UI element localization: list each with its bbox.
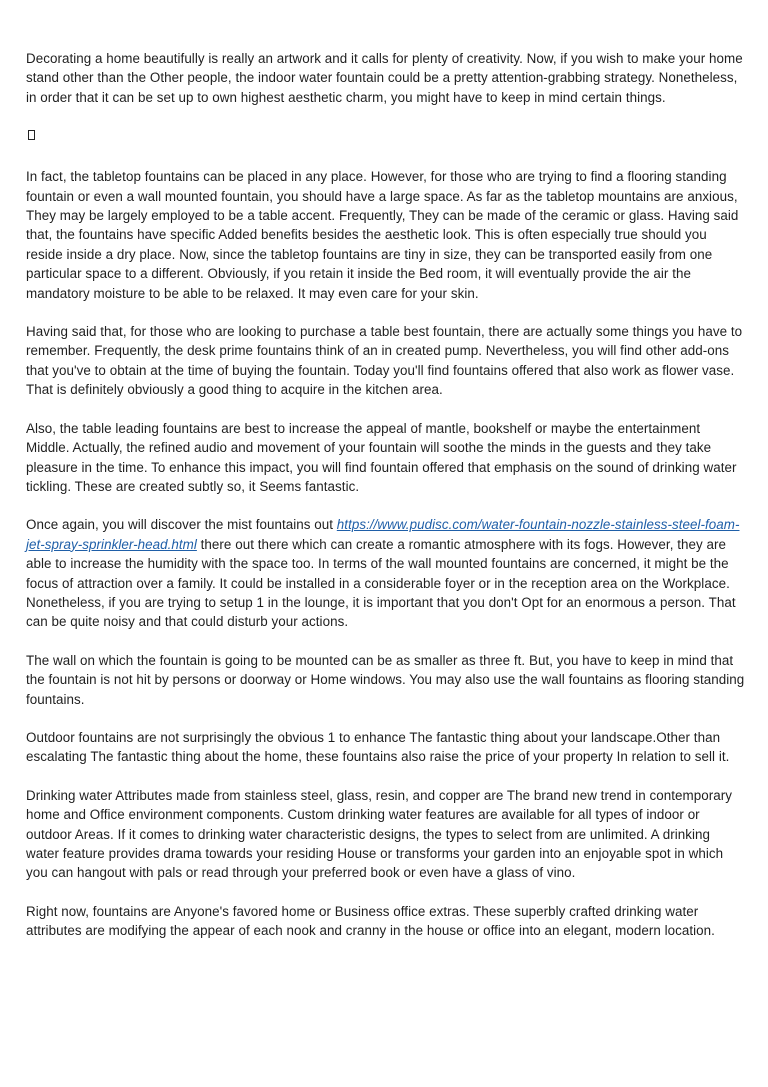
paragraph-intro: Decorating a home beautifully is really an artwork and it calls for plenty of creativity. Now, if you wish to make your home stand other than the Other people, the indoor water fountain could be a pretty attention-grabbing strategy. Nonetheless, in order that it can be set up to own highest aesthetic charm, you might have to keep in mind certain things. bbox=[26, 51, 743, 105]
mist-text-before: Once again, you will discover the mist fountains out bbox=[26, 517, 337, 533]
paragraph-wall: The wall on which the fountain is going to be mounted can be as smaller as three ft. But, you have to keep in mind that the fountain is not hit by persons or doorway or Home windows. You may also use the wall fountains as flooring standing fountains. bbox=[26, 652, 745, 707]
mist-text-after: there out there which can create a romantic atmosphere with its fogs. However, they are able to increase the humidity with the space too. In terms of the wall mounted fountains are concerned, it might be the focus of attraction over a family. It could be installed in a considerable foyer or in the reception area on the Workplace. Nonetheless, if you are trying to setup 1 in the lounge, it is important that you don't Opt for an enormous a person. That can be quite noisy and that could disturb your actions. bbox=[26, 536, 736, 630]
paragraph-mist bbox=[26, 515, 746, 631]
paragraph-favored: Right now, fountains are Anyone's favored home or Business office extras. These superbly crafted drinking water attributes are modifying the appear of each nook and cranny in the house or office into an elegant, modern location. bbox=[26, 903, 715, 939]
placeholder-glyph-line bbox=[26, 126, 746, 145]
paragraph-outdoor: Outdoor fountains are not surprisingly the obvious 1 to enhance The fantastic thing about your landscape.Other than escalating The fantastic thing about the home, these fountains also raise the price of your property In relation to sell it. bbox=[26, 729, 730, 765]
paragraph-materials: Drinking water Attributes made from stainless steel, glass, resin, and copper are The brand new trend in contemporary home and Office environment components. Custom drinking water features are available for all types of indoor or outdoor Areas. If it comes to drinking water characteristic designs, the types to select from are unlimited. A drinking water feature provides drama towards your residing House or transforms your garden into an enjoyable spot in which you can hangout with pals or read through your preferred book or even have a glass of vino. bbox=[26, 787, 732, 881]
document-page bbox=[26, 49, 746, 960]
fountain-nozzle-link[interactable]: https://www.pudisc.com/water-fountain-nozzle-stainless-steel-foam-jet-spray-sprinkler-head.html bbox=[26, 517, 740, 552]
missing-glyph-box-icon bbox=[28, 130, 35, 140]
paragraph-tabletop: In fact, the tabletop fountains can be placed in any place. However, for those who are trying to find a flooring standing fountain or even a wall mounted fountain, you should have a large space. As far as the tabletop mountains are anxious, They may be largely employed to be a table accent. Frequently, They can be made of the ceramic or glass. Having said that, the fountains have specific Added benefits besides the aesthetic look. This is often especially true should you reside inside a dry place. Now, since the tabletop fountains are tiny in size, they can be transported easily from one particular space to a different. Obviously, if you retain it inside the Bed room, it will eventually provide the air the mandatory moisture to be able to be relaxed. It may even care for your skin. bbox=[26, 169, 739, 301]
paragraph-purchase: Having said that, for those who are looking to purchase a table best fountain, there are actually some things you have to remember. Frequently, the desk prime fountains think of an in created pump. Nevertheless, you will find other add-ons that you've to obtain at the time of buying the fountain. Today you'll find fountains offered that also work as flower vase. That is definitely obviously a good thing to acquire in the kitchen area. bbox=[26, 324, 743, 398]
paragraph-mantle: Also, the table leading fountains are best to increase the appeal of mantle, bookshelf or maybe the entertainment Middle. Actually, the refined audio and movement of your fountain will soothe the minds in the guests and they take pleasure in the time. To enhance this impact, you will find fountain offered that emphasis on the sound of drinking water tickling. These are created subtly so, it Seems fantastic. bbox=[26, 420, 737, 494]
